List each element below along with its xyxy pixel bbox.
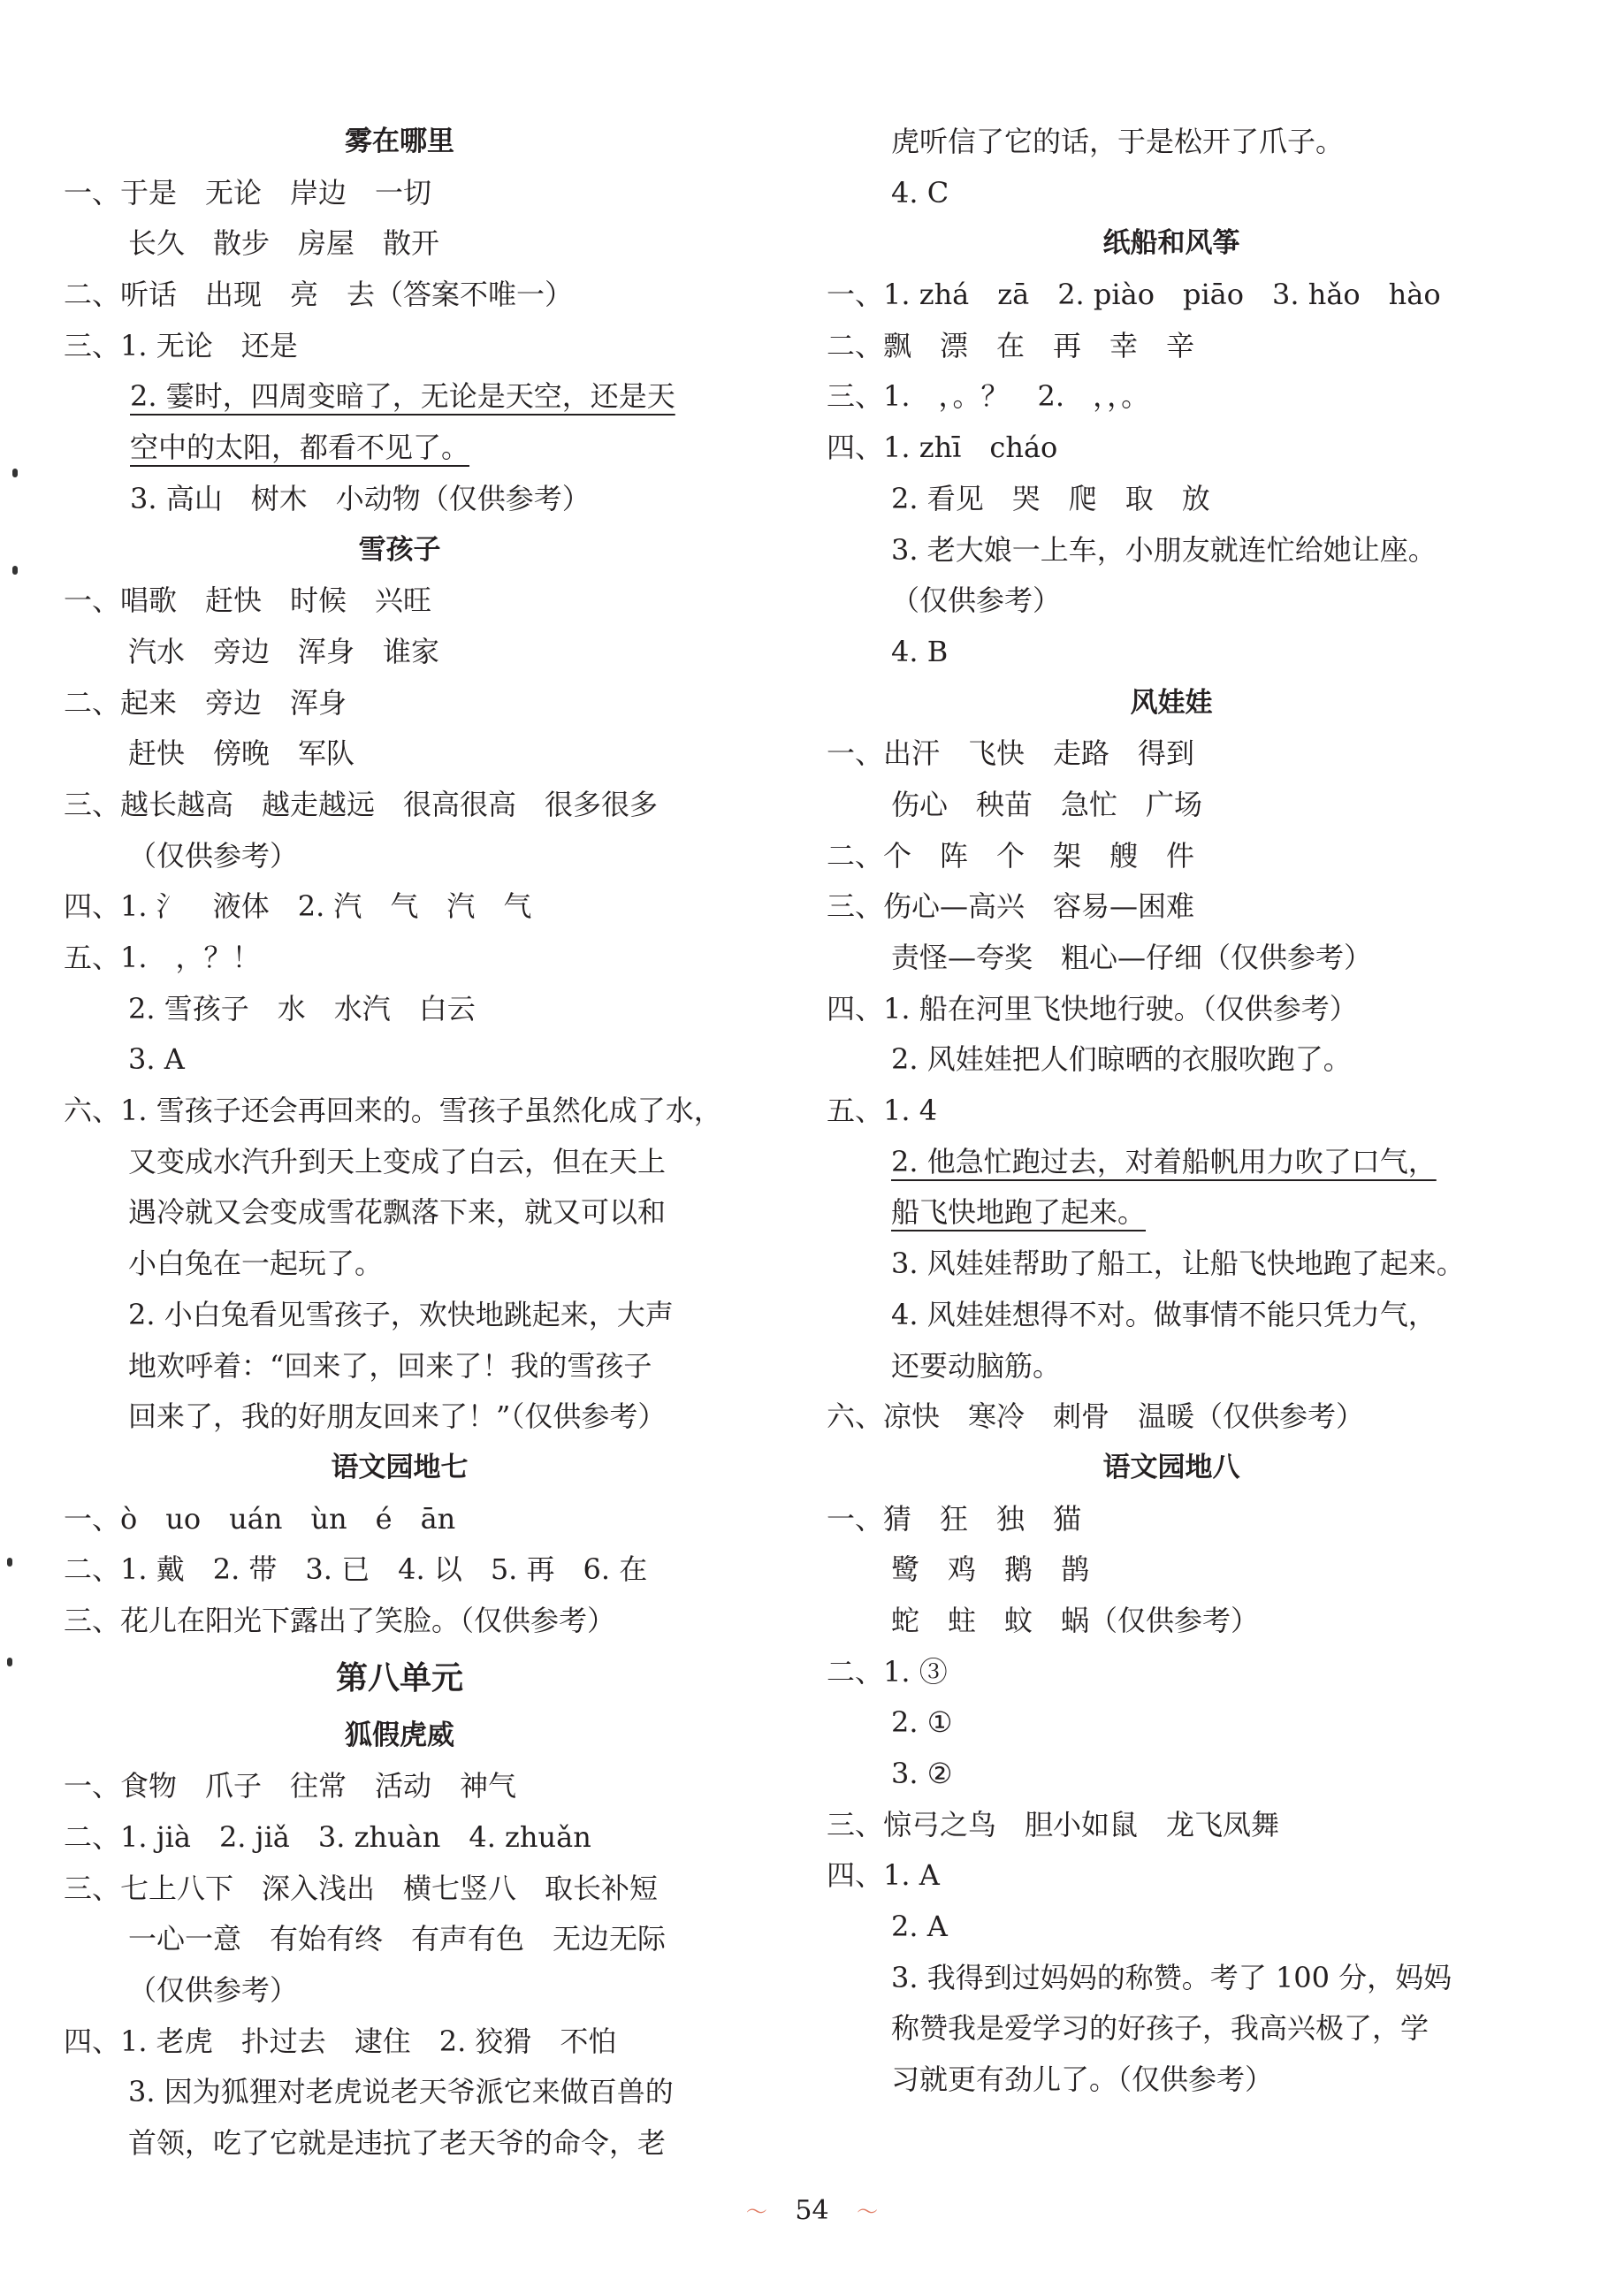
margin-mark xyxy=(7,1558,12,1567)
answer-line: 2. 小白兔看见雪孩子，欢快地跳起来，大声 xyxy=(128,1297,674,1331)
answer-line: 地欢呼着：“回来了，回来了！我的雪孩子 xyxy=(128,1348,652,1383)
answer-line: 2. 风娃娃把人们晾晒的衣服吹跑了。 xyxy=(891,1042,1352,1077)
answer-line: 鹭 鸡 鹅 鹊 xyxy=(891,1552,1090,1587)
underlined-text: 2. 霎时，四周变暗了，无论是天空，还是天 xyxy=(130,379,675,414)
section-title: 雾在哪里 xyxy=(345,126,454,157)
answer-line: 首领，吃了它就是违抗了老天爷的命令，老 xyxy=(128,2126,667,2161)
answer-line: 3. A xyxy=(128,1042,185,1077)
answer-line: 一、ò uo uán ùn é ān xyxy=(64,1501,456,1536)
answer-line: 四、1. 老虎 扑过去 逮住 2. 狡猾 不怕 xyxy=(64,2024,617,2058)
answer-line: 一、出汗 飞快 走路 得到 xyxy=(827,736,1195,771)
answer-line: 四、1. A xyxy=(827,1858,940,1893)
underlined-text: 空中的太阳，都看不见了。 xyxy=(130,431,470,465)
answer-line: 六、凉快 寒冷 刺骨 温暖（仅供参考） xyxy=(827,1399,1365,1434)
answer-line: 3. 高山 树木 小动物（仅供参考） xyxy=(130,481,591,515)
answer-line: 四、1. zhī cháo xyxy=(827,431,1058,465)
answer-line: 蛇 蛀 蚊 蜗（仅供参考） xyxy=(891,1603,1260,1637)
answer-line: 2. A xyxy=(891,1910,948,1944)
answer-line: 一心一意 有始有终 有声有色 无边无际 xyxy=(128,1922,667,1956)
left-column xyxy=(64,117,736,2169)
underlined-text: 船飞快地跑了起来。 xyxy=(891,1195,1147,1230)
page-footer xyxy=(0,2194,1624,2226)
margin-mark xyxy=(12,469,18,477)
answer-line: 虎听信了它的话，于是松开了爪子。 xyxy=(891,125,1345,158)
answer-line: 二、听话 出现 亮 去（答案不唯一） xyxy=(64,278,574,312)
answer-line: 二、1. ③ xyxy=(827,1654,948,1689)
answer-line: 三、伤心—高兴 容易—困难 xyxy=(827,889,1195,924)
answer-line: 2. 雪孩子 水 水汽 白云 xyxy=(128,991,476,1026)
answer-line: 2. ① xyxy=(891,1705,953,1740)
answer-line: 三、惊弓之鸟 胆小如鼠 龙飞凤舞 xyxy=(827,1807,1280,1841)
answer-line: 一、唱歌 赶快 时候 兴旺 xyxy=(64,583,432,618)
answer-line: 4. C xyxy=(891,175,949,210)
section-title: 狐假虎威 xyxy=(345,1719,454,1751)
answer-line: 六、1. 雪孩子还会再回来的。雪孩子虽然化成了水， xyxy=(64,1094,722,1128)
answer-line: （仅供参考） xyxy=(128,1973,299,2008)
answer-line: 三、花儿在阳光下露出了笑脸。（仅供参考） xyxy=(64,1603,616,1637)
answer-line: 伤心 秧苗 急忙 广场 xyxy=(891,787,1203,821)
section-title: 纸船和风筝 xyxy=(1102,227,1240,260)
answer-line: 遇冷就又会变成雪花飘落下来，就又可以和 xyxy=(128,1195,667,1230)
right-column xyxy=(827,117,1516,2106)
answer-line: 3. 老大娘一上车，小朋友就连忙给她让座。 xyxy=(891,532,1437,567)
answer-line: 回来了，我的好朋友回来了！”（仅供参考） xyxy=(128,1399,667,1434)
answer-line: 又变成水汽升到天上变成了白云，但在天上 xyxy=(128,1144,667,1178)
section-title: 雪孩子 xyxy=(358,533,441,566)
section-title: 语文园地七 xyxy=(331,1451,469,1483)
answer-line: 4. B xyxy=(891,634,949,668)
answer-line xyxy=(827,1187,1516,1239)
answer-line: 四、1. 船在河里飞快地行驶。（仅供参考） xyxy=(827,991,1358,1026)
answer-line: 三、越长越高 越走越远 很高很高 很多很多 xyxy=(64,787,659,821)
answer-line xyxy=(64,423,736,474)
page-number: 54 xyxy=(795,2195,829,2226)
section-title: 语文园地八 xyxy=(1102,1451,1240,1483)
answer-line: 3. 风娃娃帮助了船工，让船飞快地跑了起来。 xyxy=(891,1247,1465,1281)
answer-line: 长久 散步 房屋 散开 xyxy=(128,226,440,261)
answer-line: （仅供参考） xyxy=(891,583,1062,618)
answer-line: 二、1. 戴 2. 带 3. 已 4. 以 5. 再 6. 在 xyxy=(64,1552,648,1587)
answer-line: 3. 因为狐狸对老虎说老天爷派它来做百兽的 xyxy=(128,2075,674,2109)
answer-line: 一、食物 爪子 往常 活动 神气 xyxy=(64,1769,517,1803)
answer-line: 一、1. zhá zā 2. piào piāo 3. hǎo hào xyxy=(827,278,1441,312)
answer-line: 习就更有劲儿了。（仅供参考） xyxy=(891,2062,1274,2097)
answer-line: 二、起来 旁边 浑身 xyxy=(64,685,347,720)
answer-line: 五、1. ，？！ xyxy=(64,941,261,974)
answer-line: 二、飘 漂 在 再 幸 辛 xyxy=(827,328,1195,362)
answer-line: 四、1. 氵 液体 2. 汽 气 汽 气 xyxy=(64,889,532,924)
answer-line: 2. 看见 哭 爬 取 放 xyxy=(891,481,1210,515)
answer-line: 小白兔在一起玩了。 xyxy=(128,1247,384,1281)
answer-line: 称赞我是爱学习的好孩子，我高兴极了，学 xyxy=(891,2011,1430,2046)
margin-mark xyxy=(12,566,18,575)
answer-line: 责怪—夸奖 粗心—仔细（仅供参考） xyxy=(891,941,1373,974)
answer-line: 3. ② xyxy=(891,1757,953,1790)
answer-line: 3. 我得到过妈妈的称赞。考了 100 分，妈妈 xyxy=(891,1960,1452,1994)
answer-line: 五、1. 4 xyxy=(827,1094,938,1128)
answer-line: 4. 风娃娃想得不对。做事情不能只凭力气， xyxy=(891,1297,1437,1331)
ornament-right-icon: ～ xyxy=(857,2200,879,2224)
answer-line: 一、于是 无论 岸边 一切 xyxy=(64,175,432,210)
unit-heading: 第八单元 xyxy=(335,1659,463,1696)
answer-line: 三、七上八下 深入浅出 横七竖八 取长补短 xyxy=(64,1871,659,1905)
answer-line: 赶快 傍晚 军队 xyxy=(128,736,355,771)
answer-line: 一、猜 狂 独 猫 xyxy=(827,1501,1082,1536)
answer-line: 汽水 旁边 浑身 谁家 xyxy=(128,634,440,668)
answer-line: （仅供参考） xyxy=(128,838,299,873)
answer-line: 三、1. ，。？ 2. ，，。 xyxy=(827,379,1150,414)
ornament-left-icon: ～ xyxy=(745,2200,767,2224)
answer-line: 还要动脑筋。 xyxy=(891,1348,1062,1383)
answer-line: 二、1. jià 2. jiǎ 3. zhuàn 4. zhuǎn xyxy=(64,1820,591,1854)
answer-line: 三、1. 无论 还是 xyxy=(64,328,298,362)
margin-mark xyxy=(7,1658,12,1666)
answer-line xyxy=(827,1137,1516,1188)
underlined-text: 2. 他急忙跑过去，对着船帆用力吹了口气， xyxy=(891,1144,1437,1178)
answer-line: 二、个 阵 个 架 艘 件 xyxy=(827,838,1195,873)
section-title: 风娃娃 xyxy=(1130,686,1213,719)
answer-line xyxy=(64,371,736,423)
